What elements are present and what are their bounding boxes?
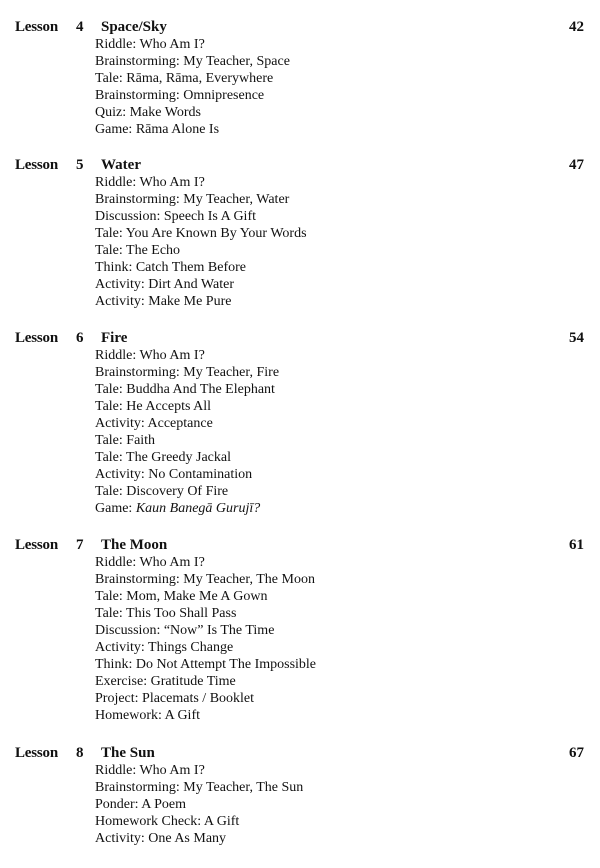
topic-item: Homework: A Gift xyxy=(95,708,200,723)
topic-item: Tale: Buddha And The Elephant xyxy=(95,382,275,397)
lesson-topic-list xyxy=(95,347,600,517)
topic-item: Tale: Faith xyxy=(95,433,156,448)
topic-item: Brainstorming: My Teacher, Space xyxy=(95,54,290,69)
topic-item: Riddle: Who Am I? xyxy=(95,175,205,190)
lesson-topic-list xyxy=(95,174,600,310)
topic-item: Brainstorming: My Teacher, The Sun xyxy=(95,780,304,795)
topic-item: Riddle: Who Am I? xyxy=(95,348,205,363)
lesson-title: Space/Sky xyxy=(101,19,167,35)
lesson-heading xyxy=(0,19,600,39)
lesson-page-number: 42 xyxy=(569,19,584,35)
lesson-number: 4 xyxy=(76,19,84,35)
topic-item: Tale: He Accepts All xyxy=(95,399,212,414)
lesson-heading xyxy=(0,537,600,557)
lesson-label: Lesson xyxy=(15,157,58,173)
topic-item: Tale: Mom, Make Me A Gown xyxy=(95,589,268,604)
topic-item: Discussion: Speech Is A Gift xyxy=(95,209,256,224)
lesson-heading xyxy=(0,745,600,765)
topic-item: Activity: One As Many xyxy=(95,831,227,846)
topic-prefix: Game: xyxy=(95,501,136,516)
topic-item xyxy=(95,500,600,517)
lesson-7-section xyxy=(0,537,600,724)
topic-item: Project: Placemats / Booklet xyxy=(95,691,255,706)
lesson-title: The Moon xyxy=(101,537,168,553)
lesson-number: 5 xyxy=(76,157,84,173)
topic-item: Riddle: Who Am I? xyxy=(95,37,205,52)
lesson-4-section xyxy=(0,19,600,138)
lesson-8-section xyxy=(0,745,600,847)
lesson-title: The Sun xyxy=(101,745,155,761)
topic-item: Tale: This Too Shall Pass xyxy=(95,606,237,621)
topic-item: Brainstorming: My Teacher, Water xyxy=(95,192,290,207)
topic-item: Riddle: Who Am I? xyxy=(95,555,205,570)
lesson-page-number: 61 xyxy=(569,537,584,553)
topic-item: Think: Do Not Attempt The Impossible xyxy=(95,657,317,672)
lesson-title: Fire xyxy=(101,330,128,346)
topic-item: Riddle: Who Am I? xyxy=(95,763,205,778)
topic-item: Tale: You Are Known By Your Words xyxy=(95,226,307,241)
topic-item: Brainstorming: My Teacher, Fire xyxy=(95,365,280,380)
lesson-title: Water xyxy=(101,157,141,173)
lesson-label: Lesson xyxy=(15,19,58,35)
topic-item: Exercise: Gratitude Time xyxy=(95,674,236,689)
lesson-label: Lesson xyxy=(15,330,58,346)
topic-item: Discussion: “Now” Is The Time xyxy=(95,623,275,638)
topic-item: Brainstorming: My Teacher, The Moon xyxy=(95,572,315,587)
lesson-topic-list xyxy=(95,762,600,847)
topic-item: Activity: No Contamination xyxy=(95,467,253,482)
topic-item: Activity: Make Me Pure xyxy=(95,294,232,309)
topic-item: Ponder: A Poem xyxy=(95,797,187,812)
topic-item: Homework Check: A Gift xyxy=(95,814,240,829)
lesson-5-section xyxy=(0,157,600,310)
topic-item: Quiz: Make Words xyxy=(95,105,201,120)
lesson-topic-list xyxy=(95,36,600,138)
lesson-heading xyxy=(0,330,600,350)
lesson-6-section xyxy=(0,330,600,517)
lesson-number: 7 xyxy=(76,537,84,553)
lesson-page-number: 54 xyxy=(569,330,584,346)
topic-item: Tale: Discovery Of Fire xyxy=(95,484,229,499)
lesson-page-number: 67 xyxy=(569,745,584,761)
lesson-topic-list xyxy=(95,554,600,724)
topic-item: Think: Catch Them Before xyxy=(95,260,246,275)
lesson-page-number: 47 xyxy=(569,157,584,173)
lesson-label: Lesson xyxy=(15,537,58,553)
lesson-label: Lesson xyxy=(15,745,58,761)
topic-italic-title: Kaun Banegā Gurujī? xyxy=(135,501,261,516)
topic-item: Activity: Dirt And Water xyxy=(95,277,234,292)
topic-item: Tale: The Greedy Jackal xyxy=(95,450,231,465)
topic-item: Game: Rāma Alone Is xyxy=(95,122,220,137)
topic-item: Activity: Things Change xyxy=(95,640,234,655)
lesson-heading xyxy=(0,157,600,177)
topic-item: Brainstorming: Omnipresence xyxy=(95,88,265,103)
topic-item: Tale: Rāma, Rāma, Everywhere xyxy=(95,71,274,86)
lesson-number: 8 xyxy=(76,745,84,761)
topic-item: Tale: The Echo xyxy=(95,243,181,258)
lesson-number: 6 xyxy=(76,330,84,346)
topic-item: Activity: Acceptance xyxy=(95,416,213,431)
